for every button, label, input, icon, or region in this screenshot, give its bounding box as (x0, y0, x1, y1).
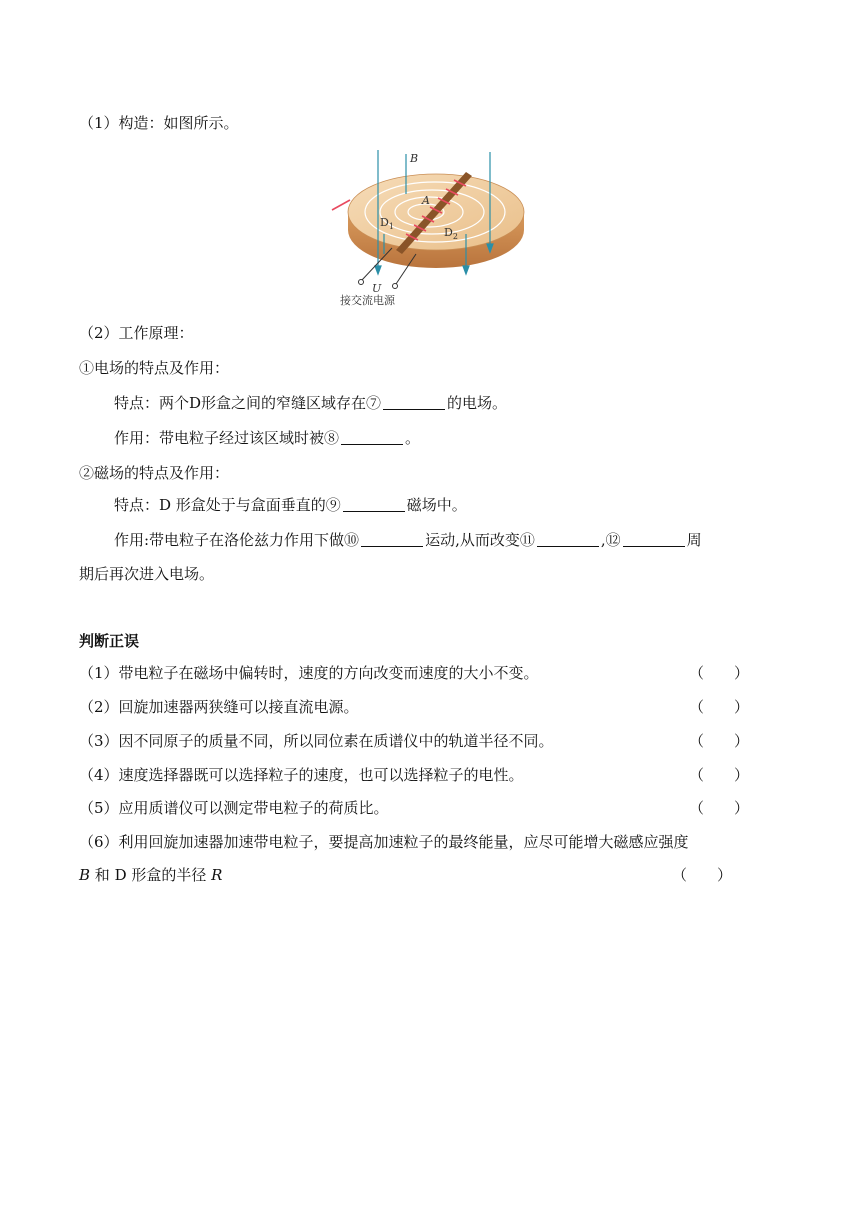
blank-7[interactable] (383, 393, 445, 410)
label-u: U (372, 282, 382, 295)
magnetic-field-title: ②磁场的特点及作用： (79, 464, 230, 482)
judge-item-2: （2）回旋加速器两狭缝可以接直流电源。 (79, 698, 359, 716)
judge-heading: 判断正误 (79, 632, 140, 650)
structure-text: （1）构造：如图所示。 (79, 114, 239, 132)
blank-9[interactable] (343, 495, 405, 512)
label-b: B (410, 152, 419, 165)
label-a: A (422, 194, 430, 207)
answer-paren-3[interactable]: （ ） (689, 732, 750, 750)
judge-item-5: （5）应用质谱仪可以测定带电粒子的荷质比。 (79, 799, 389, 817)
blank-8[interactable] (341, 428, 403, 445)
magnetic-role-line: 作用:带电粒子在洛伦兹力作用下做⑩ 运动,从而改变⑪ ,⑫ 周 (114, 531, 702, 549)
blank-10[interactable] (361, 530, 423, 547)
label-d1: $D_1$ (380, 216, 394, 231)
judge-item-6-line-2: B 和 D 形盒的半径 R (79, 866, 223, 884)
answer-paren-5[interactable]: （ ） (689, 799, 750, 817)
answer-paren-6[interactable]: （ ） (672, 866, 733, 884)
blank-12[interactable] (623, 530, 685, 547)
judge-item-6: （6）利用回旋加速器加速带电粒子，要提高加速粒子的最终能量，应尽可能增大磁感应强度 (79, 833, 689, 851)
answer-paren-2[interactable]: （ ） (689, 698, 750, 716)
magnetic-role-line-2: 期后再次进入电场。 (79, 565, 215, 583)
blank-11[interactable] (537, 530, 599, 547)
judge-item-1: （1）带电粒子在磁场中偏转时，速度的方向改变而速度的大小不变。 (79, 664, 539, 682)
cyclotron-diagram (326, 150, 546, 310)
electric-field-title: ①电场的特点及作用： (79, 359, 230, 377)
electric-feature-line: 特点：两个D形盒之间的窄缝区域存在⑦ 的电场。 (114, 394, 508, 412)
principle-heading: （2）工作原理： (79, 324, 194, 342)
answer-paren-1[interactable]: （ ） (689, 664, 750, 682)
answer-paren-4[interactable]: （ ） (689, 766, 750, 784)
judge-item-4: （4）速度选择器既可以选择粒子的速度，也可以选择粒子的电性。 (79, 766, 524, 784)
judge-item-3: （3）因不同原子的质量不同，所以同位素在质谱仪中的轨道半径不同。 (79, 732, 554, 750)
electric-role-line: 作用：带电粒子经过该区域时被⑧ 。 (114, 429, 421, 447)
label-d2: $D_2$ (444, 226, 458, 241)
magnetic-feature-line: 特点：D 形盒处于与盒面垂直的⑨ 磁场中。 (114, 496, 467, 514)
figure-caption: 接交流电源 (340, 294, 395, 307)
